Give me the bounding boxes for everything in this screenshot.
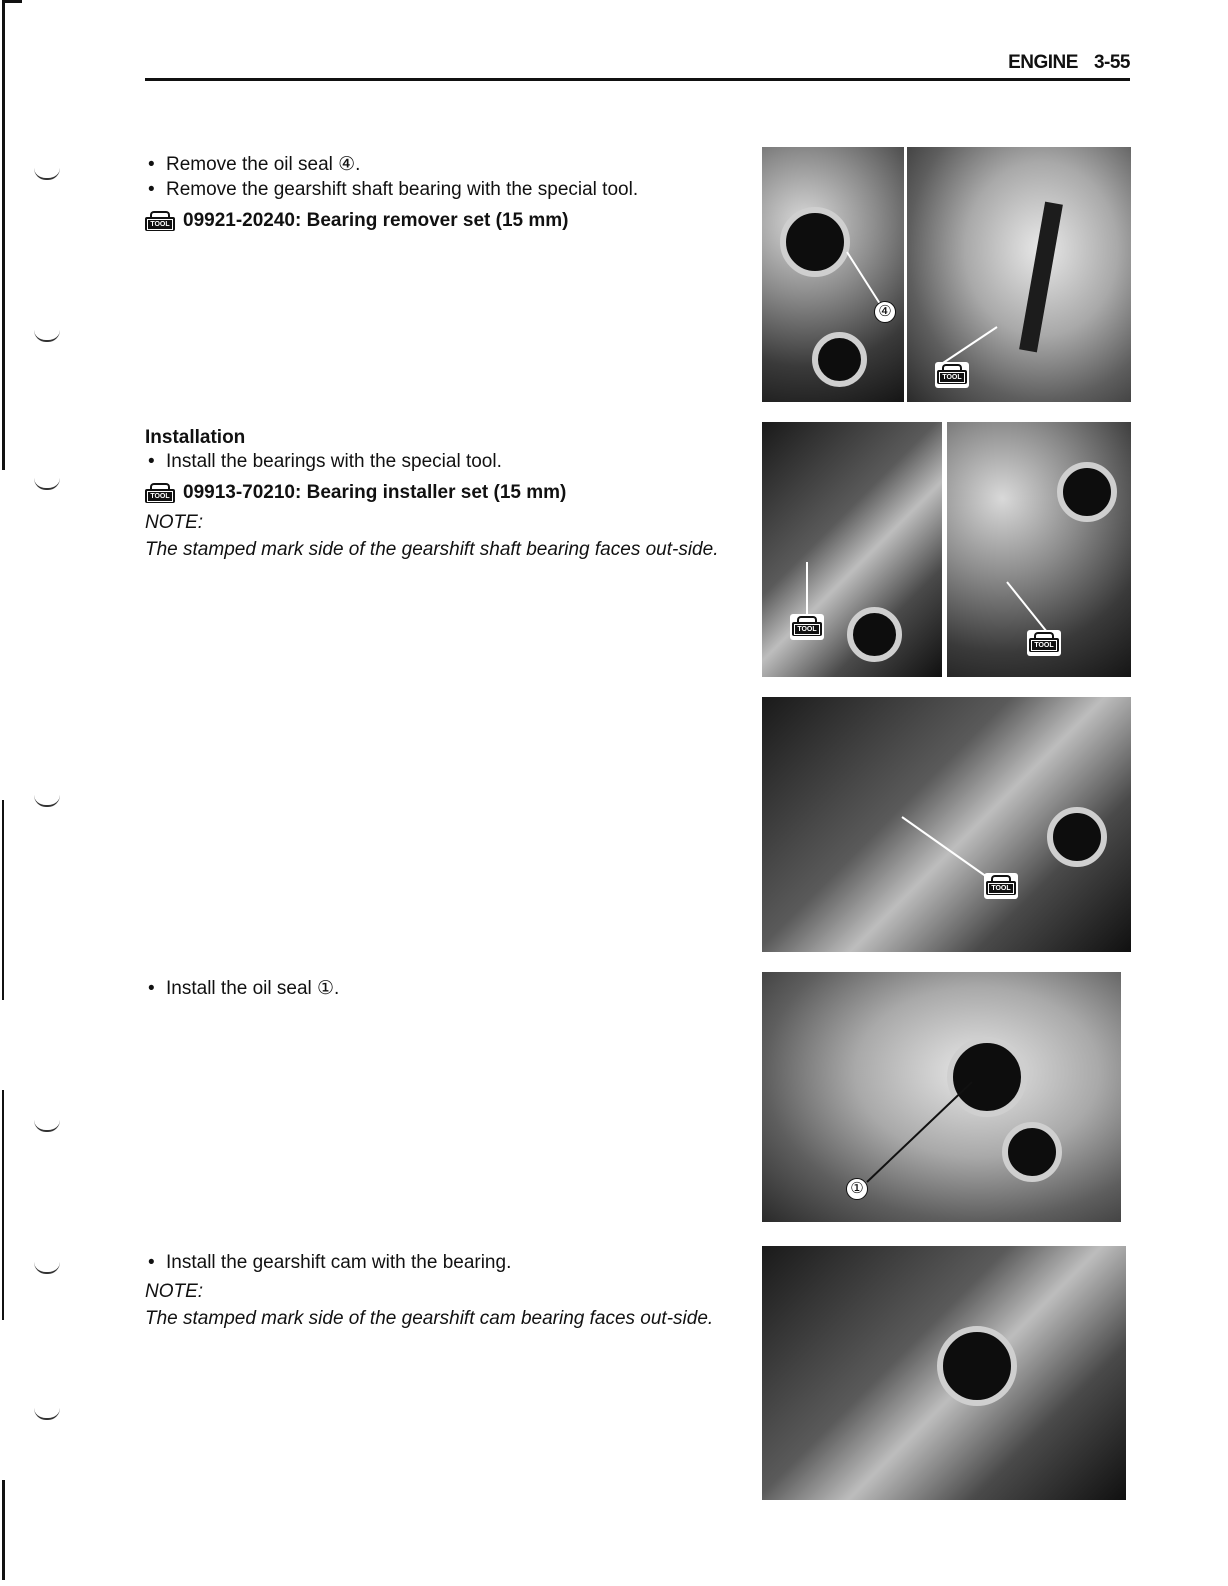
leader-line [762,422,942,677]
tool-box-icon [986,875,1016,895]
photo-bearing-removal [907,147,1131,402]
binder-hole-mark [34,1120,60,1132]
section-heading: Installation [145,427,246,448]
leader-line [762,697,1131,952]
binder-hole-mark [34,478,60,490]
page-number: 3-55 [1093,52,1130,73]
edge-line [2,1480,5,1580]
photo-bearing-install-outer [762,422,942,677]
photo-gearshift-cam-install [762,1246,1126,1500]
binder-hole-mark [34,1262,60,1274]
bullet-item: • Install the oil seal ①. [145,976,745,1001]
photo-oil-seal-removal [762,147,904,402]
tool-icon-label: TOOL [939,372,965,383]
cam-bearing [937,1326,1017,1406]
leader-line [762,972,1121,1222]
bullet-item: • Install the bearings with the special tool. [145,449,745,474]
tool-box-icon [792,616,822,636]
tool-box-icon [937,364,967,384]
header-rule [145,78,1130,81]
tool-marker [935,362,969,388]
binder-hole-mark [34,330,60,342]
callout-number: ④ [874,301,896,323]
special-tool-line [145,208,745,234]
photo-bearing-install-inner [947,422,1131,677]
oil-seal-step-block [145,976,745,1001]
edge-line [2,1090,4,1320]
header-text [992,52,1130,74]
edge-line [2,0,5,470]
scan-edge [0,0,6,1586]
photo-oil-seal-install [762,972,1121,1222]
removal-step-block [145,152,745,234]
special-tool-text: 09921-20240: Bearing remover set (15 mm) [183,210,569,231]
note-label: NOTE: [145,512,204,533]
tool-box-icon [145,211,175,231]
callout-number: ① [846,1178,868,1200]
bullet-item: • Install the gearshift cam with the bearing. [145,1250,745,1275]
edge-hook [2,0,22,3]
bullet-item: • Remove the oil seal ④. [145,152,745,177]
tool-marker [1027,630,1061,656]
tool-icon-label: TOOL [988,883,1014,894]
note-text: The stamped mark side of the gearshift cam bearing faces out-side. [145,1308,714,1329]
page-header [145,52,1130,82]
tool-marker [790,614,824,640]
note-text: The stamped mark side of the gearshift shaft bearing faces out-side. [145,539,719,560]
binder-hole-mark [34,1408,60,1420]
tool-box-icon [1029,632,1059,652]
tool-box-icon [145,483,175,503]
tool-marker [984,873,1018,899]
binder-hole-mark [34,168,60,180]
special-tool-text: 09913-70210: Bearing installer set (15 mm) [183,482,567,503]
binder-hole-mark [34,795,60,807]
edge-line [2,800,4,1000]
bullet-item: • Remove the gearshift shaft bearing with the special tool. [145,177,745,202]
installation-block [145,427,745,564]
special-tool-line [145,480,745,506]
section-title: ENGINE [1008,52,1078,73]
tool-icon-label: TOOL [1031,640,1057,651]
tool-icon-label: TOOL [794,624,820,635]
gearshift-cam-block [145,1250,745,1333]
tool-icon-label: TOOL [147,491,173,502]
photo-shaft-bearing-install [762,697,1131,952]
note-label: NOTE: [145,1281,204,1302]
tool-icon-label: TOOL [147,219,173,230]
leader-line [762,147,904,402]
